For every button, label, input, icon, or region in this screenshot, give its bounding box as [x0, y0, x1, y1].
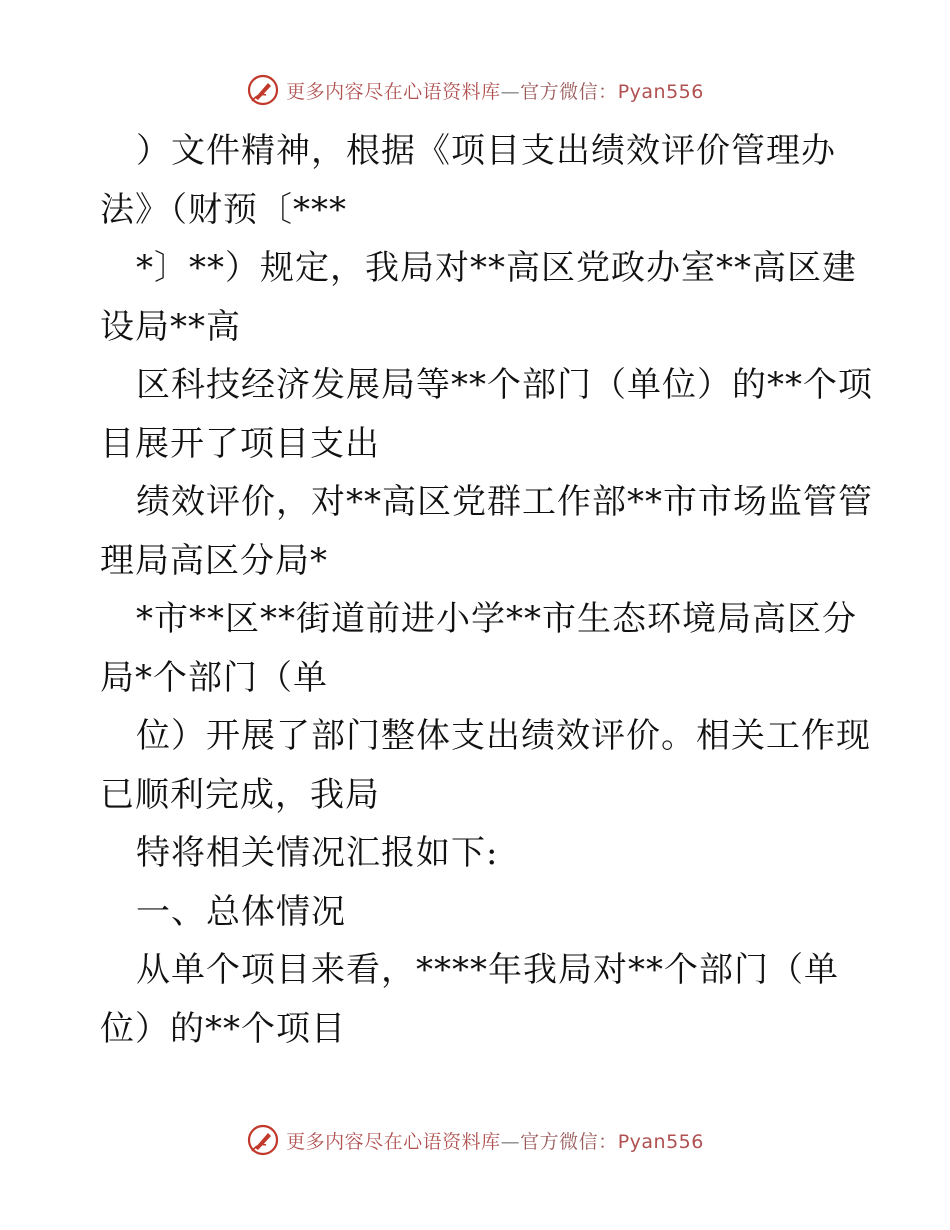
section-heading: 一、总体情况	[136, 891, 346, 932]
body-line: 设局**高	[100, 306, 241, 347]
body-line: 从单个项目来看，****年我局对**个部门（单	[136, 950, 839, 990]
banner-wechat-id: Pyan556	[617, 80, 704, 103]
footer-watermark-banner	[0, 1120, 950, 1160]
banner-wechat-text: 官方微信：	[520, 80, 618, 103]
body-line: 已顺利完成，我局	[100, 774, 380, 815]
body-line: 法》（财预〔***	[100, 189, 347, 230]
body-line: 绩效评价，对**高区党群工作部**市市场监管管	[136, 482, 873, 522]
body-line: *市**区**街道前进小学**市生态环境局高区分	[136, 599, 857, 639]
banner-wechat-text: 官方微信：	[520, 1130, 618, 1153]
banner-dash: —	[500, 1130, 521, 1153]
banner-text	[286, 77, 704, 104]
body-line: *〕**）规定，我局对**高区党政办室**高区建	[136, 248, 857, 288]
pen-logo-icon	[246, 1123, 280, 1157]
body-line: 理局高区分局*	[100, 540, 328, 581]
body-line: 目展开了项目支出	[100, 423, 380, 464]
body-line: 位）的**个项目	[100, 1008, 346, 1049]
header-watermark-banner	[0, 70, 950, 110]
body-line: 区科技经济发展局等**个部门（单位）的**个项	[136, 365, 873, 405]
body-line: ）文件精神，根据《项目支出绩效评价管理办	[136, 131, 836, 171]
banner-dash: —	[500, 80, 521, 103]
banner-site-text: 更多内容尽在心语资料库	[286, 1130, 501, 1153]
banner-site-text: 更多内容尽在心语资料库	[286, 80, 501, 103]
body-line: 位）开展了部门整体支出绩效评价。相关工作现	[136, 716, 871, 756]
pen-logo-icon	[246, 73, 280, 107]
body-line: 特将相关情况汇报如下:	[136, 833, 499, 873]
document-body	[100, 122, 873, 1058]
body-line: 局*个部门（单	[100, 657, 328, 698]
banner-text	[286, 1127, 704, 1154]
banner-wechat-id: Pyan556	[617, 1130, 704, 1153]
